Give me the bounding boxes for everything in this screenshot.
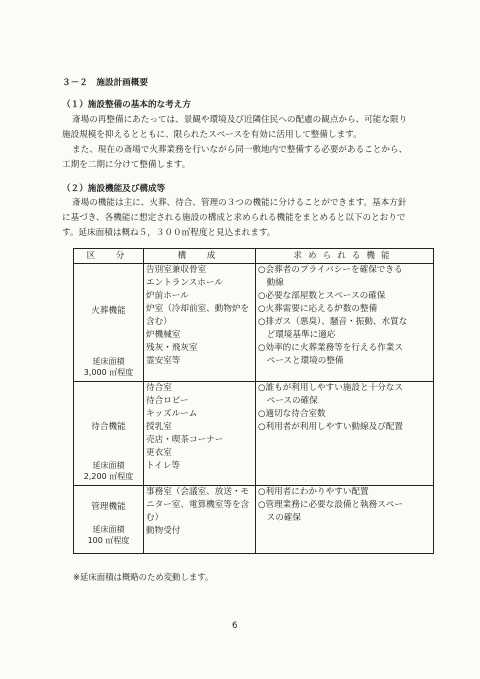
paragraph-line: 斎場の再整備にあたっては、景観や環境及び近隣住民への配慮の観点から、可能な限り xyxy=(72,115,408,125)
category-name: 管理機能 xyxy=(91,502,126,512)
composition-cell xyxy=(144,486,256,554)
list-item: 残灰・飛灰室 xyxy=(146,343,198,353)
header-category: 区 分 xyxy=(74,249,144,264)
area-value: 100 ㎡程度 xyxy=(87,536,130,545)
page-number: 6 xyxy=(232,621,238,631)
category-cell xyxy=(74,382,144,486)
list-item: 動線 xyxy=(258,278,284,288)
list-item: エントランスホール xyxy=(146,278,223,288)
list-item: ○火葬需要に応える炉数の整備 xyxy=(258,304,378,314)
table-row xyxy=(74,486,434,554)
area-label: 延床面積 xyxy=(92,461,125,470)
list-item: 授乳室 xyxy=(146,422,172,432)
area-label: 延床面積 xyxy=(92,525,125,534)
list-item: 炉室（冷却前室、動物炉を xyxy=(146,304,250,314)
list-item: ○排ガス（悪臭）、騒音・振動、水質な xyxy=(258,317,408,327)
category-name: 火葬機能 xyxy=(91,306,126,316)
area-value: 2,200 ㎡程度 xyxy=(83,472,134,481)
list-item: ペースの確保 xyxy=(258,396,318,406)
list-item: 告別室兼収骨室 xyxy=(146,265,207,275)
list-item: ○利用者が利用しやすい動線及び配置 xyxy=(258,422,403,432)
list-item: 待合室 xyxy=(146,383,172,393)
table-header-row xyxy=(74,249,434,264)
list-item: 事務室（会議室、放送・モ xyxy=(146,487,250,497)
paragraph-line: 工期を二期に分けて整備します。 xyxy=(62,160,191,170)
section-title: ３－２ 施設計画概要 xyxy=(62,78,148,88)
paragraph-1 xyxy=(62,113,434,173)
area-label: 延床面積 xyxy=(92,357,125,366)
list-item: ○利用者にわかりやすい配置 xyxy=(258,487,369,497)
footnote: ※延床面積は概略のため変動します。 xyxy=(73,572,214,582)
subsection-title-1: （１）施設整備の基本的な考え方 xyxy=(62,100,191,110)
subsection-title-2: （２）施設機能及び構成等 xyxy=(62,184,166,194)
paragraph-line: また、現在の斎場で火葬業務を行いながら同一敷地内で整備する必要があることから、 xyxy=(72,145,408,155)
area-value: 3,000 ㎡程度 xyxy=(83,368,134,377)
list-item: 炉機械室 xyxy=(146,330,181,340)
list-item: む） xyxy=(146,513,164,523)
list-item: キッズルーム xyxy=(146,409,198,419)
list-item: トイレ等 xyxy=(146,461,180,471)
list-item: ○管理業務に必要な設備と執務スペー xyxy=(258,500,403,510)
list-item: 待合ロビー xyxy=(146,396,189,406)
header-composition: 構 成 xyxy=(144,249,256,264)
list-item: 霊安室等 xyxy=(146,356,181,366)
category-name: 待合機能 xyxy=(91,422,126,432)
list-item: 含む） xyxy=(146,317,172,327)
list-item: ○効率的に火葬業務等を行える作業ス xyxy=(258,343,403,353)
functions-cell xyxy=(256,382,434,486)
list-item: ○必要な部屋数とスペースの確保 xyxy=(258,291,386,301)
paragraph-line: 施設規模を抑えるとともに、限られたスペースを有効に活用して整備します。 xyxy=(62,130,362,140)
list-item: ニター室、電算機室等を含 xyxy=(146,500,250,510)
category-cell xyxy=(74,486,144,554)
list-item: ○会葬者のプライバシーを確保できる xyxy=(258,265,403,275)
list-item: ○適切な待合室数 xyxy=(258,409,326,419)
list-item: 動物受付 xyxy=(146,526,181,536)
list-item: ペースと環境の整備 xyxy=(258,356,344,366)
list-item: ○誰もが利用しやすい施設と十分なス xyxy=(258,383,403,393)
paragraph-line: に基づき、各機能に想定される施設の構成と求められる機能をまとめると以下のとおりで xyxy=(62,213,406,223)
paragraph-2 xyxy=(62,196,434,241)
header-functions: 求められる機能 xyxy=(256,249,434,264)
facility-table xyxy=(73,248,434,554)
functions-cell xyxy=(256,264,434,382)
list-item: 炉前ホール xyxy=(146,291,189,301)
table-row xyxy=(74,264,434,382)
list-item: 売店・喫茶コーナー xyxy=(146,435,224,445)
paragraph-line: 斎場の機能は主に、火葬、待合、管理の３つの機能に分けることができます。基本方針 xyxy=(72,198,407,208)
list-item: 更衣室 xyxy=(146,448,172,458)
composition-cell xyxy=(144,264,256,382)
list-item: スの確保 xyxy=(258,513,301,523)
list-item: ど環境基準に適応 xyxy=(258,330,336,340)
table-row xyxy=(74,382,434,486)
functions-cell xyxy=(256,486,434,554)
paragraph-line: す。延床面積は概ね５，３００㎡程度と見込まれます。 xyxy=(62,228,276,238)
composition-cell xyxy=(144,382,256,486)
category-cell xyxy=(74,264,144,382)
